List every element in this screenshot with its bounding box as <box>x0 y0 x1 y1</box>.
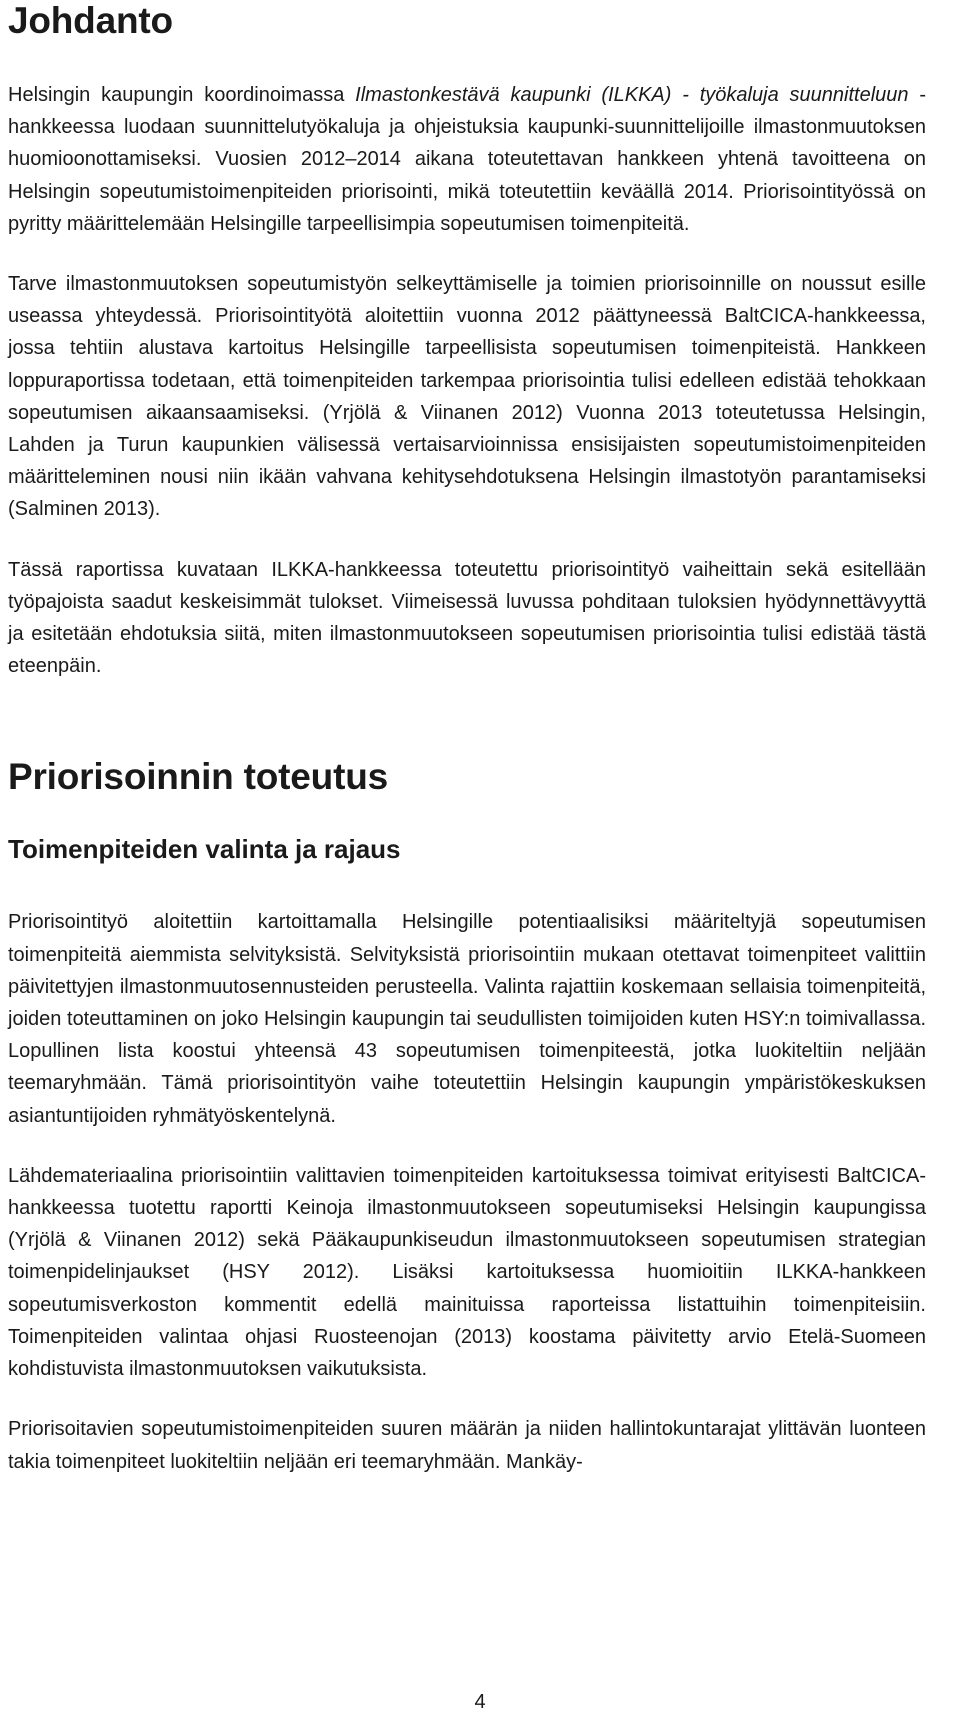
intro-p1-rest: -hankkeessa luodaan suunnittelutyökaluja ja ohjeistuksia kaupunki-suunnittelijoille ilmastonmuutoksen huomioonottamiseksi. Vuosien 2012–2014 aikana toteutettavan hankkeen yhtenä tavoitteena on Helsingin sopeutumistoimenpiteiden priorisointi, mikä toteutettiin keväällä 2014. Priorisointityössä on pyritty määrittelemään Helsingille tarpeellisimpia sopeutumisen toimenpiteitä. <box>8 84 927 235</box>
project-name: Ilmastonkestävä kaupunki (ILKKA) - työkaluja suunnitteluun <box>355 84 909 106</box>
section-paragraph-2: Lähdemateriaalina priorisointiin valittavien toimenpiteiden kartoituksessa toimivat erityisesti BaltCICA-hankkeessa tuotettu raportti Keinoja ilmastonmuutokseen sopeutumiseksi Helsingin kaupungissa (Yrjölä & Viinanen 2012) sekä Pääkaupunkiseudun ilmastonmuutokseen sopeutumisen strategian toimenpidelinjaukset (HSY 2012). Lisäksi kartoituksessa huomioitiin ILKKA-hankkeen sopeutumisverkoston kommentit edellä mainituissa raporteissa listattuihin toimenpiteisiin. Toimenpiteiden valintaa ohjasi Ruosteenojan (2013) koostama päivitetty arvio Etelä-Suomeen kohdistuvista ilmastonmuutoksen vaikutuksista. <box>8 1164 926 1381</box>
heading-intro: Johdanto <box>8 0 173 41</box>
heading-main: Priorisoinnin toteutus <box>8 756 388 798</box>
intro-p1-lead: Helsingin kaupungin koordinoimassa <box>8 84 356 106</box>
page-number: 4 <box>474 1691 486 1713</box>
intro-paragraph-3: Tässä raportissa kuvataan ILKKA-hankkeessa toteutettu priorisointityö vaiheittain sekä esitellään työpajoista saadut keskeisimmät tulokset. Viimeisessä luvussa pohditaan tuloksien hyödynnettävyyttä ja esitetään ehdotuksia siitä, miten ilmastonmuutokseen sopeutumisen priorisointia tulisi edistää tästä eteenpäin. <box>8 558 926 678</box>
section-paragraph-1: Priorisointityö aloitettiin kartoittamalla Helsingille potentiaalisiksi määriteltyjä sopeutumisen toimenpiteitä aiemmista selvityksistä. Selvityksistä priorisointiin mukaan otettavat toimenpiteet valittiin päivitettyjen ilmastonmuutosennusteiden perusteella. Valinta rajattiin koskemaan sellaisia toimenpiteitä, joiden toteuttaminen on joko Helsingin kaupungin tai seudullisten toimijoiden kuten HSY:n toimivallassa. Lopullinen lista koostui yhteensä 43 sopeutumisen toimenpiteestä, jotka luokiteltiin neljään teemaryhmään. Tämä priorisointityön vaihe toteutettiin Helsingin kaupungin ympäristökeskuksen asiantuntijoiden ryhmätyöskentelynä. <box>8 911 926 1127</box>
section-paragraph-3: Priorisoitavien sopeutumistoimenpiteiden suuren määrän ja niiden hallintokuntarajat ylittävän luonteen takia toimenpiteet luokiteltiin neljään eri teemaryhmään. Mankäy- <box>8 1418 926 1473</box>
heading-sub: Toimenpiteiden valinta ja rajaus <box>8 834 401 865</box>
intro-paragraph-2: Tarve ilmastonmuutoksen sopeutumistyön selkeyttämiselle ja toimien priorisoinnille on noussut esille useassa yhteydessä. Priorisointityötä aloitettiin vuonna 2012 päättyneessä BaltCICA-hankkeessa, jossa tehtiin alustava kartoitus Helsingille tarpeellisista sopeutumisen toimenpiteistä. Hankkeen loppuraportissa todetaan, että toimenpiteiden tarkempaa priorisointia tulisi edelleen edistää tehokkaan sopeutumisen aikaansaamiseksi. (Yrjölä & Viinanen 2012) Vuonna 2013 toteutetussa Helsingin, Lahden ja Turun kaupunkien välisessä vertaisarvioinnissa ensisijaisten sopeutumistoimenpiteiden määritteleminen nousi niin ikään vahvana kehitysehdotuksena Helsingin ilmastotyön parantamiseksi (Salminen 2013). <box>8 273 926 521</box>
intro-paragraph-1 <box>8 79 926 240</box>
